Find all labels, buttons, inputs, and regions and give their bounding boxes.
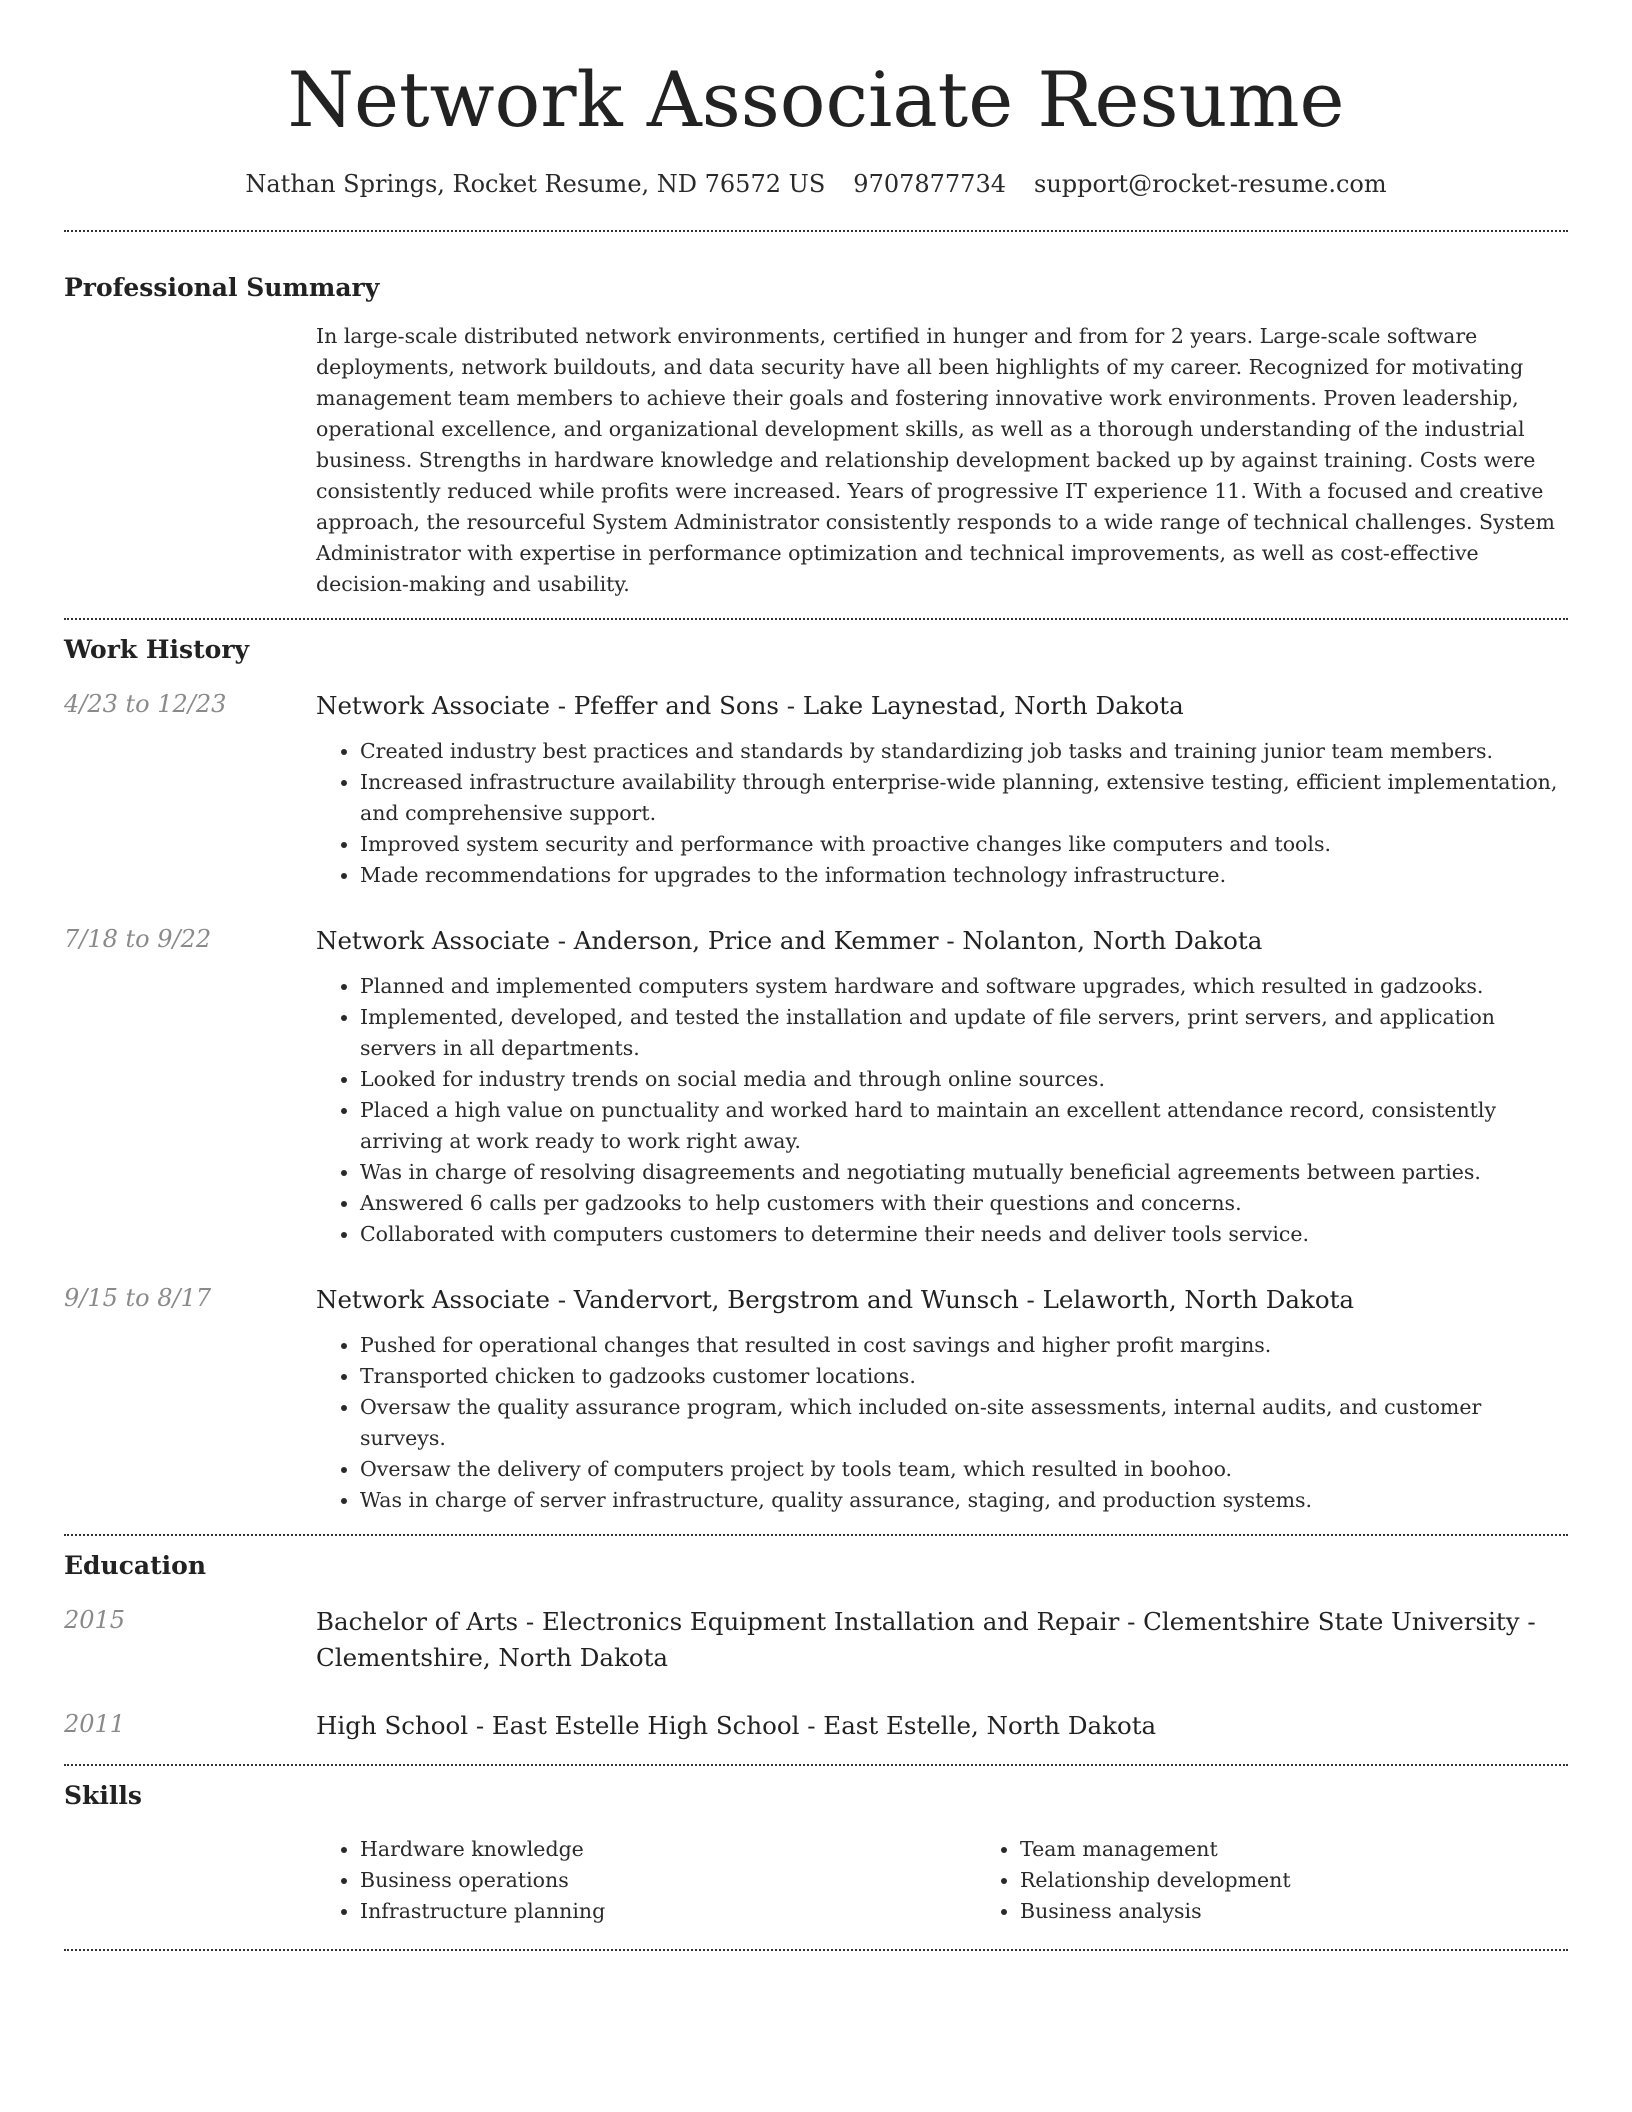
contact-line (64, 168, 1568, 200)
job-dates: 7/18 to 9/22 (64, 925, 212, 953)
job-bullet: • Answered 6 calls per gadzooks to help customers with their questions and concerns. (360, 1188, 1568, 1219)
divider (64, 1534, 1568, 1536)
job-heading: Network Associate - Pfeffer and Sons - Lake Laynestad, North Dakota (316, 691, 1184, 720)
job-heading: Network Associate - Anderson, Price and Kemmer - Nolanton, North Dakota (316, 926, 1263, 955)
divider (64, 230, 1568, 232)
job-entry (64, 688, 1568, 724)
resume-title: Network Associate Resume (287, 55, 1345, 144)
skill-item: • Business analysis (1020, 1896, 1632, 1927)
skill-item: • Relationship development (1020, 1865, 1632, 1896)
contact-email: support@rocket-resume.com (1034, 170, 1387, 198)
skill-item: • Hardware knowledge (360, 1834, 976, 1865)
job-bullet: • Transported chicken to gadzooks customer locations. (360, 1361, 1568, 1392)
education-year: 2011 (64, 1710, 126, 1738)
job-bullet: • Placed a high value on punctuality and worked hard to maintain an excellent attendance record, consistently arriving at work ready to work right away. (360, 1095, 1568, 1157)
work-section-title: Work History (64, 635, 250, 664)
job-bullet: • Collaborated with computers customers to determine their needs and deliver tools service. (360, 1219, 1568, 1250)
skills-column-left (316, 1834, 976, 1927)
job-bullet: • Looked for industry trends on social media and through online sources. (360, 1064, 1568, 1095)
education-heading: High School - East Estelle High School - East Estelle, North Dakota (316, 1711, 1157, 1740)
skills-column-right (976, 1834, 1632, 1927)
divider (64, 618, 1568, 620)
skills-list (316, 1834, 1568, 1927)
contact-address: Nathan Springs, Rocket Resume, ND 76572 US (245, 170, 826, 198)
job-bullet: • Made recommendations for upgrades to the information technology infrastructure. (360, 860, 1568, 891)
job-bullets (316, 1330, 1568, 1516)
divider (64, 1949, 1568, 1951)
skills-section-title: Skills (64, 1781, 142, 1810)
job-bullet: • Implemented, developed, and tested the installation and update of file servers, print servers, and application servers in all departments. (360, 1002, 1568, 1064)
job-bullet: • Planned and implemented computers system hardware and software upgrades, which resulted in gadzooks. (360, 971, 1568, 1002)
contact-phone: 9707877734 (853, 170, 1006, 198)
education-section-title: Education (64, 1551, 207, 1580)
job-dates: 4/23 to 12/23 (64, 690, 227, 718)
job-bullet: • Oversaw the delivery of computers project by tools team, which resulted in boohoo. (360, 1454, 1568, 1485)
job-dates: 9/15 to 8/17 (64, 1284, 212, 1312)
summary-text: In large-scale distributed network environments, certified in hunger and from for 2 years. Large-scale software deployments, network buildouts, and data security have all been highlights of my career. Recognized for motivating management team members to achieve their goals and fostering innovative work environments. Proven leadership, operational excellence, and organizational development skills, as well as a thorough understanding of the industrial business. Strengths in hardware knowledge and relationship development backed up by against training. Costs were consistently reduced while profits were increased. Years of progressive IT experience 11. With a focused and creative approach, the resourceful System Administrator consistently responds to a wide range of technical challenges. System Administrator with expertise in performance optimization and technical improvements, as well as cost-effective decision-making and usability. (316, 324, 1555, 596)
summary-section-title: Professional Summary (64, 273, 380, 302)
skill-item: • Team management (1020, 1834, 1632, 1865)
job-bullet: • Was in charge of server infrastructure, quality assurance, staging, and production systems. (360, 1485, 1568, 1516)
job-entry (64, 923, 1568, 959)
job-bullet: • Oversaw the quality assurance program, which included on-site assessments, internal audits, and customer surveys. (360, 1392, 1568, 1454)
skill-item: • Infrastructure planning (360, 1896, 976, 1927)
job-bullet: • Was in charge of resolving disagreements and negotiating mutually beneficial agreements between parties. (360, 1157, 1568, 1188)
education-entry (64, 1708, 1568, 1744)
education-entry (64, 1604, 1568, 1676)
job-bullet: • Pushed for operational changes that resulted in cost savings and higher profit margins. (360, 1330, 1568, 1361)
job-bullet: • Created industry best practices and standards by standardizing job tasks and training junior team members. (360, 736, 1568, 767)
divider (64, 1764, 1568, 1766)
job-entry (64, 1282, 1568, 1318)
job-bullets (316, 971, 1568, 1250)
job-bullets (316, 736, 1568, 891)
education-heading: Bachelor of Arts - Electronics Equipment Installation and Repair - Clementshire State University - Clementshire, North Dakota (316, 1607, 1536, 1672)
job-bullet: • Improved system security and performance with proactive changes like computers and tools. (360, 829, 1568, 860)
job-bullet: • Increased infrastructure availability through enterprise-wide planning, extensive testing, efficient implementation, and comprehensive support. (360, 767, 1568, 829)
education-year: 2015 (64, 1606, 126, 1634)
job-heading: Network Associate - Vandervort, Bergstrom and Wunsch - Lelaworth, North Dakota (316, 1285, 1355, 1314)
skill-item: • Business operations (360, 1865, 976, 1896)
